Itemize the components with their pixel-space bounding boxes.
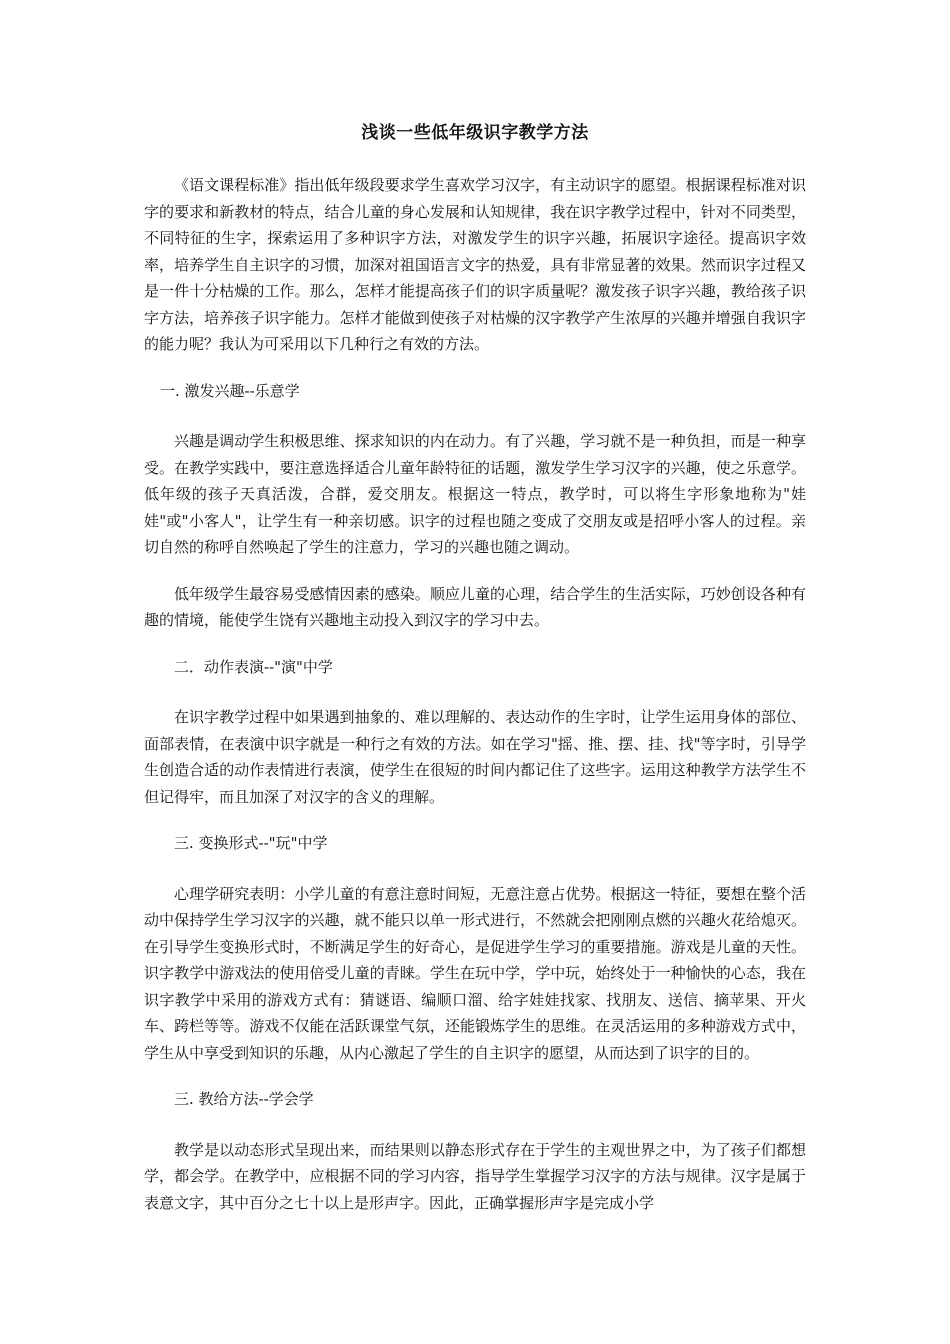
intro-paragraph: 《语文课程标准》指出低年级段要求学生喜欢学习汉字，有主动识字的愿望。根据课程标准对识字的要求和新教材的特点，结合儿童的身心发展和认知规律，我在识字教学过程中，针对不同类型，不同特征的生字，探索运用了多种识字方法，对激发学生的识字兴趣，拓展识字途径。提高识字效率，培养学生自主识字的习惯，加深对祖国语言文字的热爱，具有非常显著的效果。然而识字过程又是一件十分枯燥的工作。那么，怎样才能提高孩子们的识字质量呢？激发孩子识字兴趣，教给孩子识字方法，培养孩子识字能力。怎样才能做到使孩子对枯燥的汉字教学产生浓厚的兴趣并增强自我识字的能力呢？我认为可采用以下几种行之有效的方法。 bbox=[144, 176, 806, 353]
section-1-paragraph-2: 低年级学生最容易受感情因素的感染。顺应儿童的心理，结合学生的生活实际，巧妙创设各种有趣的情境，能使学生饶有兴趣地主动投入到汉字的学习中去。 bbox=[144, 584, 806, 629]
document-page bbox=[144, 118, 806, 1216]
section-4-paragraph-1: 教学是以动态形式呈现出来，而结果则以静态形式存在于学生的主观世界之中，为了孩子们都想学，都会学。在教学中，应根据不同的学习内容，指导学生掌握学习汉字的方法与规律。汉字是属于表意文字，其中百分之七十以上是形声字。因此，正确掌握形声字是完成小学 bbox=[144, 1140, 806, 1212]
section-2-paragraph-1: 在识字教学过程中如果遇到抽象的、难以理解的、表达动作的生字时，让学生运用身体的部位、面部表情，在表演中识字就是一种行之有效的方法。如在学习"摇、推、摆、挂、找"等字时，引导学生创造合适的动作表情进行表演，使学生在很短的时间内都记住了这些字。运用这种教学方法学生不但记得牢，而且加深了对汉字的含义的理解。 bbox=[144, 708, 806, 806]
section-heading-3: 三. 变换形式--"玩"中学 bbox=[174, 834, 328, 852]
section-1-paragraph-1: 兴趣是调动学生积极思维、探求知识的内在动力。有了兴趣，学习就不是一种负担，而是一种享受。在教学实践中，要注意选择适合儿童年龄特征的话题，激发学生学习汉字的兴趣，使之乐意学。低年级的孩子天真活泼，合群，爱交朋友。根据这一特点，教学时，可以将生字形象地称为"娃娃"或"小客人"，让学生有一种亲切感。识字的过程也随之变成了交朋友或是招呼小客人的过程。亲切自然的称呼自然唤起了学生的注意力，学习的兴趣也随之调动。 bbox=[144, 432, 806, 556]
section-3-paragraph-1: 心理学研究表明：小学儿童的有意注意时间短，无意注意占优势。根据这一特征，要想在整个活动中保持学生学习汉字的兴趣，就不能只以单一形式进行，不然就会把刚刚点燃的兴趣火花给熄灭。在引导学生变换形式时，不断满足学生的好奇心，是促进学生学习的重要措施。游戏是儿童的天性。识字教学中游戏法的使用倍受儿童的青睐。学生在玩中学，学中玩，始终处于一种愉快的心态，我在识字教学中采用的游戏方式有：猜谜语、编顺口溜、给字娃娃找家、找朋友、送信、摘苹果、开火车、跨栏等等。游戏不仅能在活跃课堂气氛，还能锻炼学生的思维。在灵活运用的多种游戏方式中，学生从中享受到知识的乐趣，从内心激起了学生的自主识字的愿望，从而达到了识字的目的。 bbox=[144, 884, 806, 1062]
section-heading-4: 三. 教给方法--学会学 bbox=[174, 1090, 314, 1108]
document-title: 浅谈一些低年级识字教学方法 bbox=[361, 123, 589, 143]
section-heading-1: 一. 激发兴趣--乐意学 bbox=[160, 381, 300, 400]
section-heading-2: 二．动作表演--"演"中学 bbox=[174, 657, 333, 676]
